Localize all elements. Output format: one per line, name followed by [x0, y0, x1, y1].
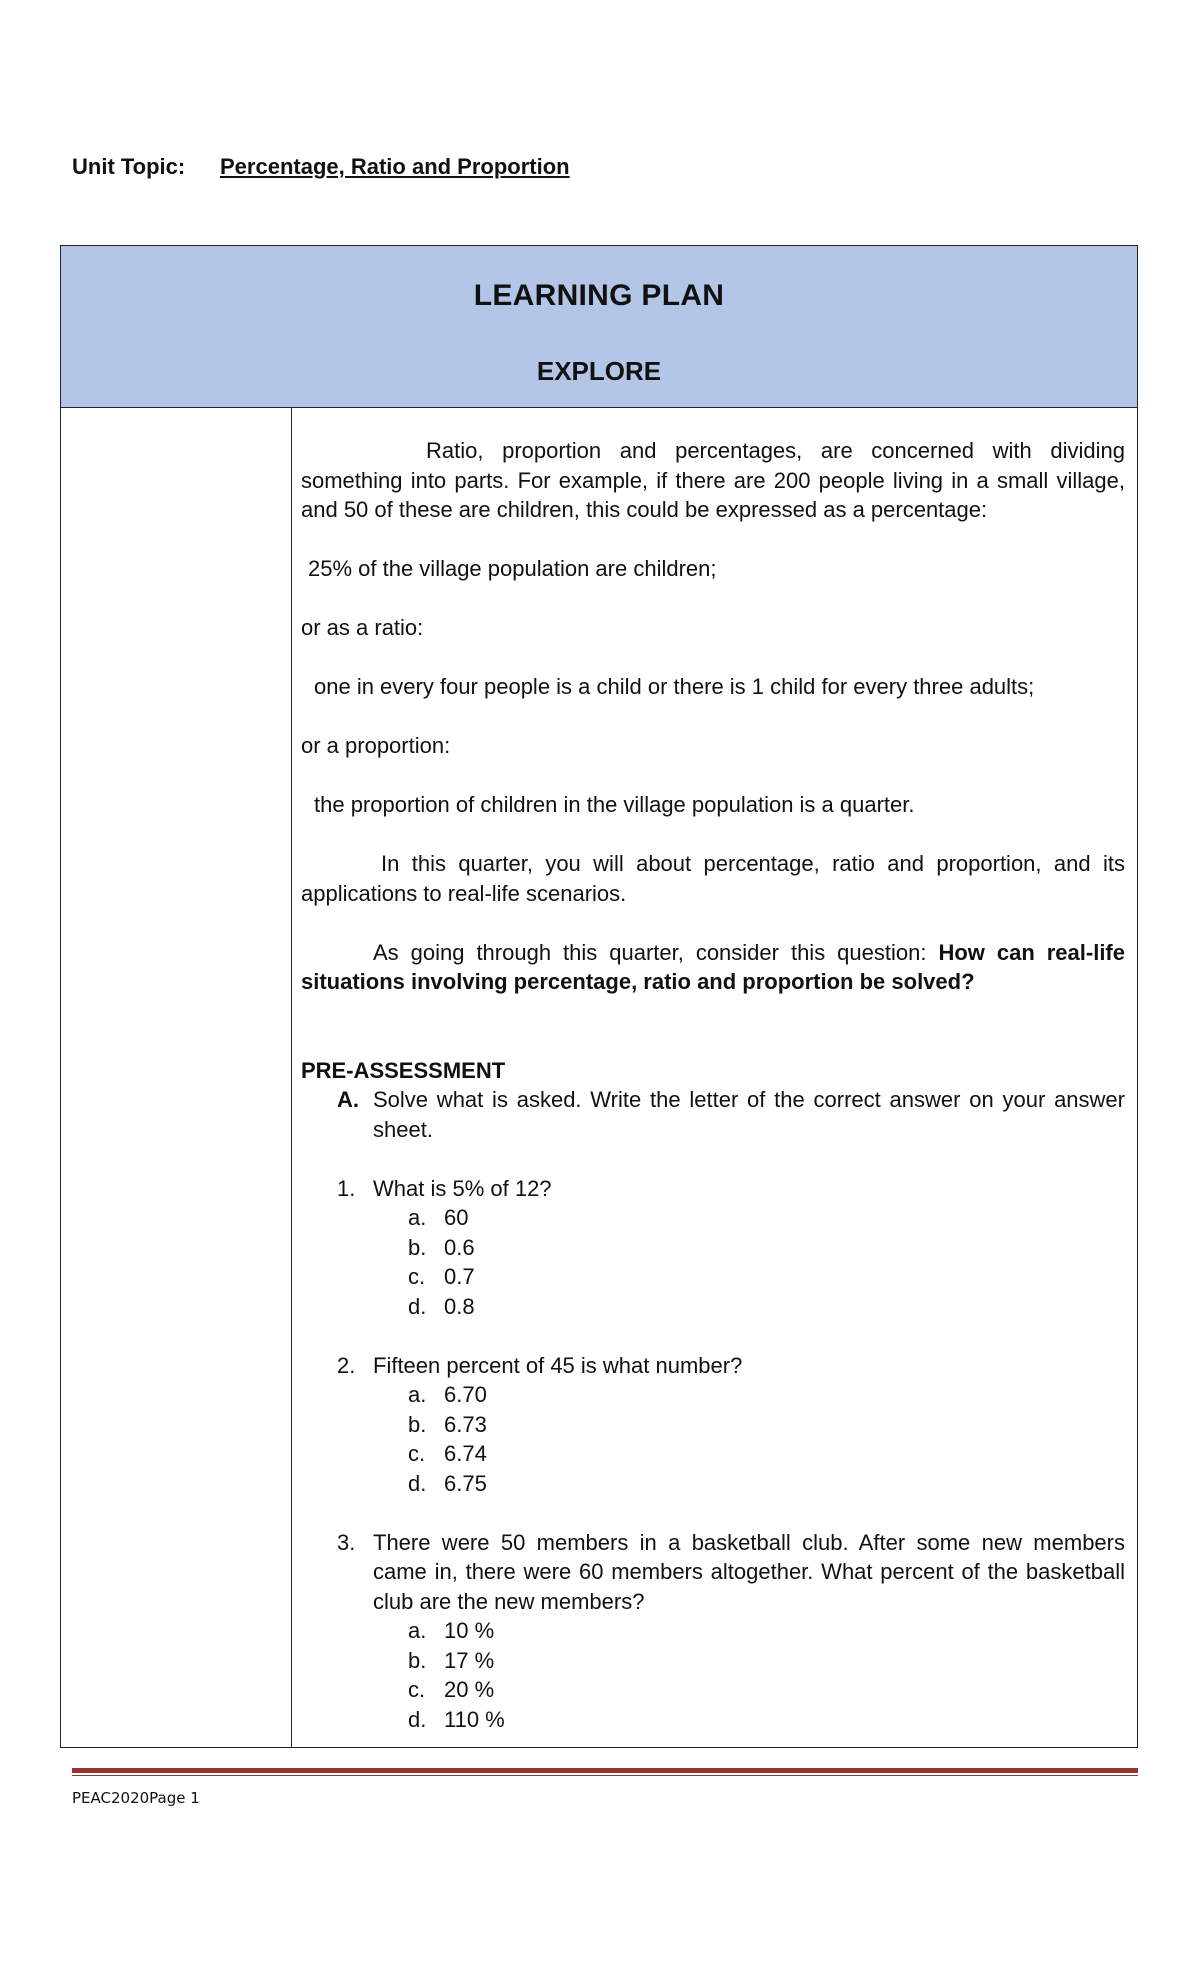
instruction-letter: A. [337, 1087, 359, 1112]
question-3 [301, 1528, 1125, 1735]
option-text: 0.8 [444, 1293, 475, 1319]
option [408, 1675, 1125, 1705]
option [408, 1439, 1125, 1469]
question-text: Fifteen percent of 45 is what number? [373, 1352, 743, 1378]
option [408, 1646, 1125, 1676]
option-letter: c. [408, 1441, 426, 1466]
option-text: 110 % [444, 1706, 505, 1732]
option-letter: d. [408, 1706, 427, 1732]
proportion-example: the proportion of children in the village population is a quarter. [314, 792, 915, 817]
essential-question: How can real-life situations involving percentage, ratio and proportion be solved? [301, 939, 1125, 994]
option [408, 1616, 1125, 1646]
quarter-paragraph: In this quarter, you will about percentage, ratio and proportion, and its applications to real-life scenarios. [301, 851, 1125, 906]
option-text: 0.7 [444, 1264, 475, 1289]
question-number: 1. [337, 1175, 356, 1201]
question-number: 3. [337, 1529, 356, 1555]
option-letter: c. [408, 1677, 426, 1702]
option [408, 1380, 1125, 1410]
footer-rule [72, 1768, 1138, 1773]
ratio-example: one in every four people is a child or there is 1 child for every three adults; [314, 674, 1035, 699]
proportion-lead: or a proportion: [301, 733, 451, 758]
learning-plan-table [60, 245, 1138, 1748]
option-letter: d. [408, 1293, 427, 1319]
table-subtitle: EXPLORE [536, 356, 662, 386]
option-text: 17 % [444, 1647, 495, 1673]
essential-question-paragraph [301, 938, 1125, 997]
option-letter: a. [408, 1382, 427, 1407]
essential-question-lead: As going through this quarter, consider this question: [373, 939, 939, 965]
footer-page-label: PEAC2020Page 1 [72, 1789, 200, 1807]
option-letter: b. [408, 1411, 427, 1437]
option [408, 1469, 1125, 1499]
pre-assessment-title: PRE-ASSESSMENT [301, 1057, 506, 1083]
option-text: 60 [444, 1205, 469, 1230]
ratio-lead: or as a ratio: [301, 615, 424, 640]
option-letter: d. [408, 1470, 427, 1496]
question-1 [301, 1174, 1125, 1322]
option-text: 10 % [444, 1618, 495, 1643]
option [408, 1203, 1125, 1233]
option-letter: a. [408, 1618, 427, 1643]
option-letter: c. [408, 1264, 426, 1289]
table-header [61, 246, 1137, 408]
option-text: 6.70 [444, 1382, 487, 1407]
option-text: 6.73 [444, 1411, 487, 1437]
table-body [61, 408, 1137, 1747]
unit-topic [72, 154, 570, 180]
option-text: 0.6 [444, 1234, 475, 1260]
option [408, 1410, 1125, 1440]
intro-paragraph: Ratio, proportion and percentages, are concerned with dividing something into parts. For example, if there are 200 people living in a small village, and 50 of these are children, this could be expressed as a percentage: [301, 438, 1125, 522]
option [408, 1292, 1125, 1322]
question-number: 2. [337, 1352, 356, 1378]
instruction [301, 1085, 1125, 1144]
content-cell [301, 436, 1125, 1764]
percentage-example: 25% of the village population are children; [308, 556, 717, 581]
option-letter: b. [408, 1647, 427, 1673]
left-column-cell [61, 408, 292, 1747]
option [408, 1233, 1125, 1263]
option [408, 1705, 1125, 1735]
instruction-text: Solve what is asked. Write the letter of the correct answer on your answer sheet. [373, 1087, 1125, 1142]
unit-topic-label: Unit Topic: [72, 154, 186, 179]
question-text: What is 5% of 12? [373, 1175, 552, 1201]
option-letter: a. [408, 1205, 427, 1230]
table-title: LEARNING PLAN [473, 279, 725, 312]
question-text: There were 50 members in a basketball club. After some new members came in, there were 60 members altogether. What percent of the basketball club are the new members? [373, 1529, 1125, 1614]
unit-topic-value: Percentage, Ratio and Proportion [220, 154, 570, 179]
option-letter: b. [408, 1234, 427, 1260]
option-text: 6.75 [444, 1470, 487, 1496]
option-text: 20 % [444, 1677, 495, 1702]
footer-rule-thin [72, 1775, 1138, 1776]
option-text: 6.74 [444, 1441, 487, 1466]
question-2 [301, 1351, 1125, 1499]
option [408, 1262, 1125, 1292]
